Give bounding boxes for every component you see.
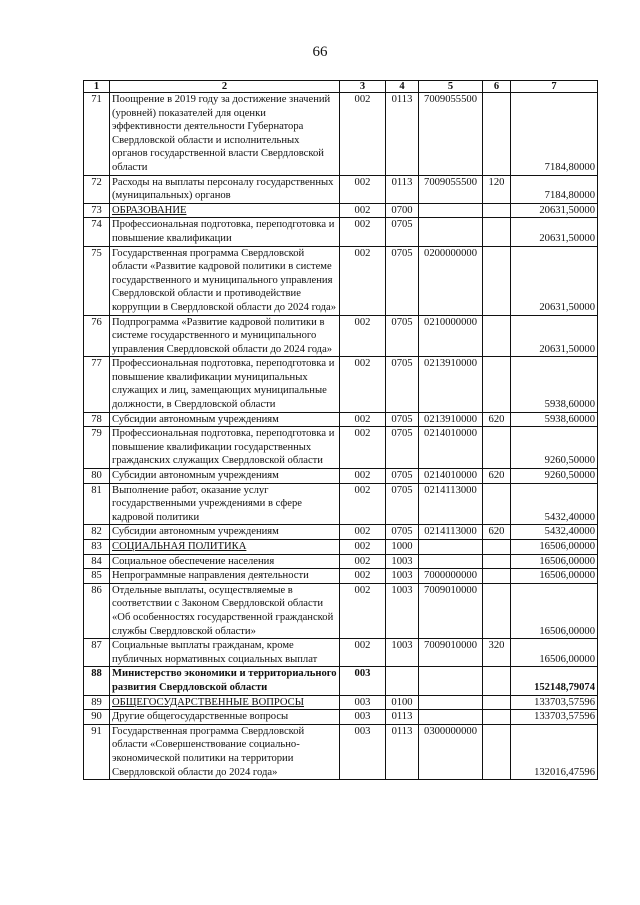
code-ministry: 002 (340, 469, 386, 484)
code-section: 0700 (386, 203, 419, 218)
row-sum: 132016,47596 (511, 724, 598, 779)
row-name: Государственная программа Свердловской области «Развитие кадровой политики в системе государственного и муниципального управления Свердловской области и противодействие коррупции в Свердловской области до 2024 года» (110, 246, 340, 315)
header-row (84, 81, 598, 93)
row-sum: 7184,80000 (511, 93, 598, 176)
code-ministry: 002 (340, 569, 386, 584)
column-header: 5 (419, 81, 483, 93)
table-row (84, 695, 598, 710)
code-ministry: 003 (340, 667, 386, 695)
code-target (419, 203, 483, 218)
table-row (84, 175, 598, 203)
code-ministry: 002 (340, 412, 386, 427)
code-section: 0705 (386, 483, 419, 525)
code-section: 1003 (386, 639, 419, 667)
code-ministry: 002 (340, 175, 386, 203)
row-sum: 16506,00000 (511, 554, 598, 569)
code-expense-type: 120 (483, 175, 511, 203)
code-ministry: 002 (340, 315, 386, 357)
row-number: 89 (84, 695, 110, 710)
row-name: Субсидии автономным учреждениям (110, 525, 340, 540)
row-number: 72 (84, 175, 110, 203)
code-expense-type: 620 (483, 469, 511, 484)
row-name: Отдельные выплаты, осуществляемые в соответствии с Законом Свердловской области «Об особенностях государственной гражданской службы Свердловской области» (110, 583, 340, 638)
row-name: Подпрограмма «Развитие кадровой политики в системе государственного и муниципального управления Свердловской области до 2024 года» (110, 315, 340, 357)
row-name: Министерство экономики и территориального развития Свердловской области (110, 667, 340, 695)
code-target: 0214113000 (419, 483, 483, 525)
code-expense-type (483, 667, 511, 695)
code-ministry: 002 (340, 203, 386, 218)
table-row (84, 203, 598, 218)
code-section: 1000 (386, 540, 419, 555)
row-name: СОЦИАЛЬНАЯ ПОЛИТИКА (110, 540, 340, 555)
table-row (84, 469, 598, 484)
code-ministry: 002 (340, 639, 386, 667)
code-ministry: 003 (340, 724, 386, 779)
code-section: 0705 (386, 357, 419, 412)
code-expense-type (483, 724, 511, 779)
row-name: Государственная программа Свердловской области «Совершенствование социально-экономической политики на территории Свердловской области до 2024 года» (110, 724, 340, 779)
column-header: 7 (511, 81, 598, 93)
row-number: 83 (84, 540, 110, 555)
code-ministry: 002 (340, 93, 386, 176)
code-target: 7009055500 (419, 93, 483, 176)
row-sum: 20631,50000 (511, 203, 598, 218)
code-expense-type (483, 695, 511, 710)
row-name: Профессиональная подготовка, переподготовка и повышение квалификации государственных гражданских служащих Свердловской области (110, 427, 340, 469)
code-ministry: 003 (340, 710, 386, 725)
row-name: Субсидии автономным учреждениям (110, 412, 340, 427)
row-number: 79 (84, 427, 110, 469)
code-section: 0113 (386, 175, 419, 203)
code-target (419, 554, 483, 569)
row-sum: 152148,79074 (511, 667, 598, 695)
code-section: 1003 (386, 583, 419, 638)
code-expense-type (483, 315, 511, 357)
row-number: 78 (84, 412, 110, 427)
table-row (84, 667, 598, 695)
row-sum: 5938,60000 (511, 357, 598, 412)
row-name: Расходы на выплаты персоналу государственных (муниципальных) органов (110, 175, 340, 203)
code-expense-type (483, 93, 511, 176)
table-row (84, 710, 598, 725)
row-sum: 20631,50000 (511, 246, 598, 315)
row-name: Профессиональная подготовка, переподготовка и повышение квалификации (110, 218, 340, 246)
code-section: 0705 (386, 315, 419, 357)
code-expense-type (483, 710, 511, 725)
row-number: 88 (84, 667, 110, 695)
code-expense-type (483, 427, 511, 469)
table-row (84, 93, 598, 176)
row-sum: 16506,00000 (511, 639, 598, 667)
row-sum: 9260,50000 (511, 427, 598, 469)
row-number: 82 (84, 525, 110, 540)
code-target: 0214113000 (419, 525, 483, 540)
table-row (84, 525, 598, 540)
row-number: 75 (84, 246, 110, 315)
code-ministry: 002 (340, 483, 386, 525)
code-expense-type: 620 (483, 525, 511, 540)
code-expense-type (483, 569, 511, 584)
row-number: 91 (84, 724, 110, 779)
row-name: Непрограммные направления деятельности (110, 569, 340, 584)
row-number: 86 (84, 583, 110, 638)
row-name: Другие общегосударственные вопросы (110, 710, 340, 725)
code-target: 0214010000 (419, 427, 483, 469)
code-expense-type (483, 246, 511, 315)
table-row (84, 427, 598, 469)
code-target: 0300000000 (419, 724, 483, 779)
row-name: Профессиональная подготовка, переподготовка и повышение квалификации муниципальных служащих и лиц, замещающих муниципальные должности, в Свердловской области (110, 357, 340, 412)
code-target (419, 540, 483, 555)
row-number: 84 (84, 554, 110, 569)
row-number: 74 (84, 218, 110, 246)
row-number: 81 (84, 483, 110, 525)
code-expense-type (483, 218, 511, 246)
row-sum: 133703,57596 (511, 695, 598, 710)
table-row (84, 357, 598, 412)
row-name: Субсидии автономным учреждениям (110, 469, 340, 484)
row-sum: 16506,00000 (511, 583, 598, 638)
code-target: 7009010000 (419, 639, 483, 667)
code-target: 0213910000 (419, 412, 483, 427)
code-section: 0705 (386, 412, 419, 427)
table-row (84, 639, 598, 667)
code-section: 0705 (386, 525, 419, 540)
row-sum: 20631,50000 (511, 218, 598, 246)
code-expense-type (483, 203, 511, 218)
code-ministry: 002 (340, 218, 386, 246)
code-ministry: 002 (340, 427, 386, 469)
code-ministry: 003 (340, 695, 386, 710)
row-sum: 16506,00000 (511, 569, 598, 584)
row-sum: 5432,40000 (511, 525, 598, 540)
code-section: 0705 (386, 427, 419, 469)
row-name: Социальные выплаты гражданам, кроме публичных нормативных социальных выплат (110, 639, 340, 667)
page-number: 66 (312, 44, 328, 60)
code-section: 0113 (386, 724, 419, 779)
row-number: 87 (84, 639, 110, 667)
row-number: 73 (84, 203, 110, 218)
row-sum: 133703,57596 (511, 710, 598, 725)
table-row (84, 724, 598, 779)
code-ministry: 002 (340, 525, 386, 540)
column-header: 1 (84, 81, 110, 93)
column-header: 6 (483, 81, 511, 93)
code-target: 7009010000 (419, 583, 483, 638)
code-target: 0213910000 (419, 357, 483, 412)
table-row (84, 218, 598, 246)
code-expense-type (483, 483, 511, 525)
row-number: 76 (84, 315, 110, 357)
code-section: 0100 (386, 695, 419, 710)
code-target: 0210000000 (419, 315, 483, 357)
row-number: 80 (84, 469, 110, 484)
code-section: 0705 (386, 218, 419, 246)
code-section: 0113 (386, 710, 419, 725)
row-name: Поощрение в 2019 году за достижение значений (уровней) показателей для оценки эффективности деятельности Губернатора Свердловской области и исполнительных органов государственной власти Свердловской области (110, 93, 340, 176)
row-name: Выполнение работ, оказание услуг государственными учреждениями в сфере кадровой политики (110, 483, 340, 525)
table-row (84, 246, 598, 315)
row-number: 85 (84, 569, 110, 584)
table-row (84, 554, 598, 569)
row-number: 90 (84, 710, 110, 725)
code-target (419, 695, 483, 710)
row-sum: 5432,40000 (511, 483, 598, 525)
code-section (386, 667, 419, 695)
code-expense-type (483, 554, 511, 569)
code-section: 1003 (386, 554, 419, 569)
code-expense-type: 620 (483, 412, 511, 427)
budget-table (83, 80, 598, 780)
table-row (84, 315, 598, 357)
code-ministry: 002 (340, 357, 386, 412)
row-number: 71 (84, 93, 110, 176)
column-header: 3 (340, 81, 386, 93)
code-target: 7000000000 (419, 569, 483, 584)
row-number: 77 (84, 357, 110, 412)
code-target (419, 667, 483, 695)
column-header: 2 (110, 81, 340, 93)
code-expense-type (483, 583, 511, 638)
code-section: 0705 (386, 469, 419, 484)
table-row (84, 412, 598, 427)
code-ministry: 002 (340, 246, 386, 315)
code-section: 0705 (386, 246, 419, 315)
code-section: 1003 (386, 569, 419, 584)
row-sum: 7184,80000 (511, 175, 598, 203)
row-sum: 20631,50000 (511, 315, 598, 357)
table-row (84, 483, 598, 525)
code-expense-type: 320 (483, 639, 511, 667)
code-section: 0113 (386, 93, 419, 176)
code-ministry: 002 (340, 583, 386, 638)
code-ministry: 002 (340, 540, 386, 555)
code-target: 0200000000 (419, 246, 483, 315)
code-expense-type (483, 357, 511, 412)
table-row (84, 583, 598, 638)
code-target: 0214010000 (419, 469, 483, 484)
row-name: ОБЩЕГОСУДАРСТВЕННЫЕ ВОПРОСЫ (110, 695, 340, 710)
column-header: 4 (386, 81, 419, 93)
code-expense-type (483, 540, 511, 555)
code-target (419, 218, 483, 246)
row-sum: 5938,60000 (511, 412, 598, 427)
code-ministry: 002 (340, 554, 386, 569)
row-name: ОБРАЗОВАНИЕ (110, 203, 340, 218)
row-sum: 16506,00000 (511, 540, 598, 555)
table-row (84, 540, 598, 555)
code-target (419, 710, 483, 725)
table-row (84, 569, 598, 584)
row-name: Социальное обеспечение населения (110, 554, 340, 569)
row-sum: 9260,50000 (511, 469, 598, 484)
code-target: 7009055500 (419, 175, 483, 203)
